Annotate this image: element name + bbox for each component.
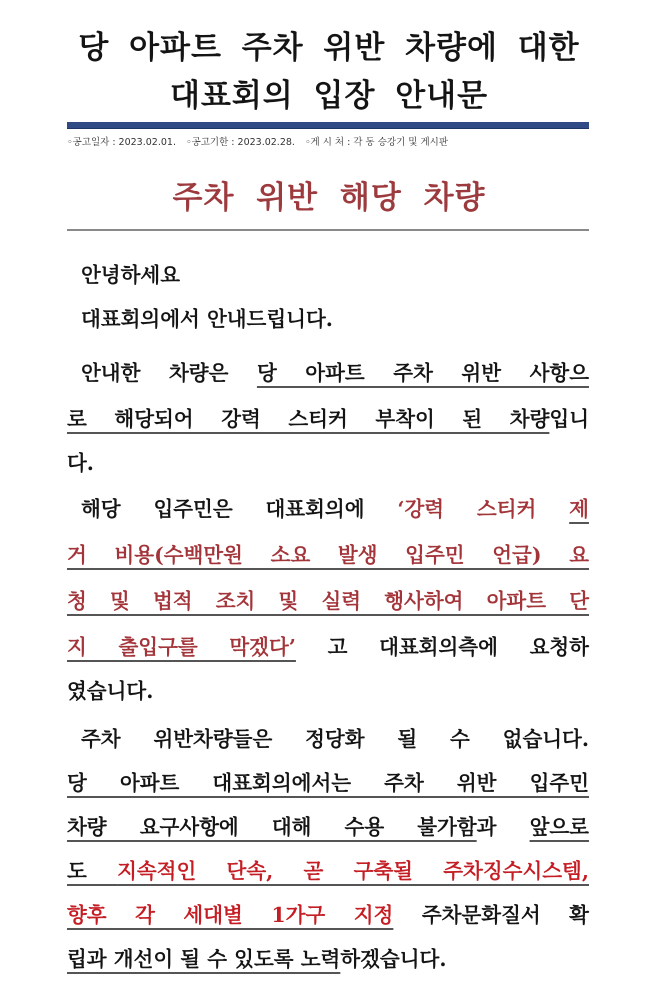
p2-text: 해당 입주민은 대표회의에	[81, 497, 398, 521]
p3-line-1: 주차 위반차량들은 정당화 될 수 없습니다.	[81, 727, 589, 751]
p1-text: 안내한 차량은	[81, 361, 257, 385]
p3-line-6	[67, 942, 589, 972]
title-line-2: 대표회의 입장 안내문	[169, 78, 489, 114]
p1-underlined: 당 아파트 주차 위반 사항으	[256, 361, 589, 385]
p3-emphasis: 지속적인 단속, 곧 구축될 주차징수시스템,	[117, 859, 589, 883]
p1-line-1	[67, 356, 589, 386]
p2-text: 고 대표회의측에 요청하	[295, 635, 589, 659]
posting-location: ◦게 시 처 : 각 동 승강기 및 게시판	[304, 137, 449, 148]
p1-line-2	[67, 402, 589, 432]
p2-line-2	[67, 538, 589, 568]
p3-text: 하겠습니다.	[340, 947, 447, 971]
p2-quote: ‘강력 스티커	[397, 497, 570, 521]
title-line-1: 당 아파트 주차 위반 차량에 대한	[78, 30, 580, 66]
p3-underlined: 립과 개선이 될 수 있도록 노력	[67, 947, 341, 971]
p3-underlined: 차량 요구사항에 대해 수용 불가함	[67, 815, 477, 839]
p3-emphasis: 향후 각 세대별 1가구 지정	[67, 903, 394, 927]
greeting-line-1: 안녕하세요	[81, 263, 181, 287]
p2-line-5: 였습니다.	[67, 679, 154, 703]
p3-text: 주차문화질서 확	[393, 903, 589, 927]
subtitle: 주차 위반 해당 차량	[172, 180, 486, 216]
greeting-line-2: 대표회의에서 안내드립니다.	[81, 307, 333, 331]
p1-text: 입니	[549, 407, 589, 431]
p3-text: 과	[476, 815, 530, 839]
p1-underlined: 로 해당되어 강력 스티커 부착이 된 차량	[67, 407, 550, 431]
subtitle-divider	[67, 229, 589, 231]
p3-line-3	[67, 810, 589, 840]
p2-line-1	[67, 492, 589, 522]
p3-underlined: 당 아파트 대표회의에서는 주차 위반 입주민	[67, 771, 589, 795]
p3-underlined: 앞으로	[529, 815, 589, 839]
p2-quote-underlined: 거 비용(수백만원 소요 발생 입주민 언급) 요	[67, 543, 589, 567]
notice-period: ◦공고기한 : 2023.02.28.	[185, 137, 295, 148]
p3-line-2	[67, 766, 589, 796]
p2-line-4	[67, 630, 589, 660]
notice-date: ◦공고일자 : 2023.02.01.	[67, 137, 176, 148]
p2-quote-underlined: 제	[569, 497, 589, 521]
p2-quote-underlined: 지 출입구를 막겠다’	[67, 635, 296, 659]
p1-line-3: 다.	[67, 451, 94, 475]
p3-underlined: 도	[67, 859, 118, 883]
header-rule-bar	[67, 122, 589, 129]
notice-meta	[67, 134, 458, 148]
p3-line-5	[67, 898, 589, 928]
p2-quote-underlined: 청 및 법적 조치 및 실력 행사하여 아파트 단	[67, 589, 589, 613]
p3-line-4	[67, 854, 589, 884]
p2-line-3	[67, 584, 589, 614]
